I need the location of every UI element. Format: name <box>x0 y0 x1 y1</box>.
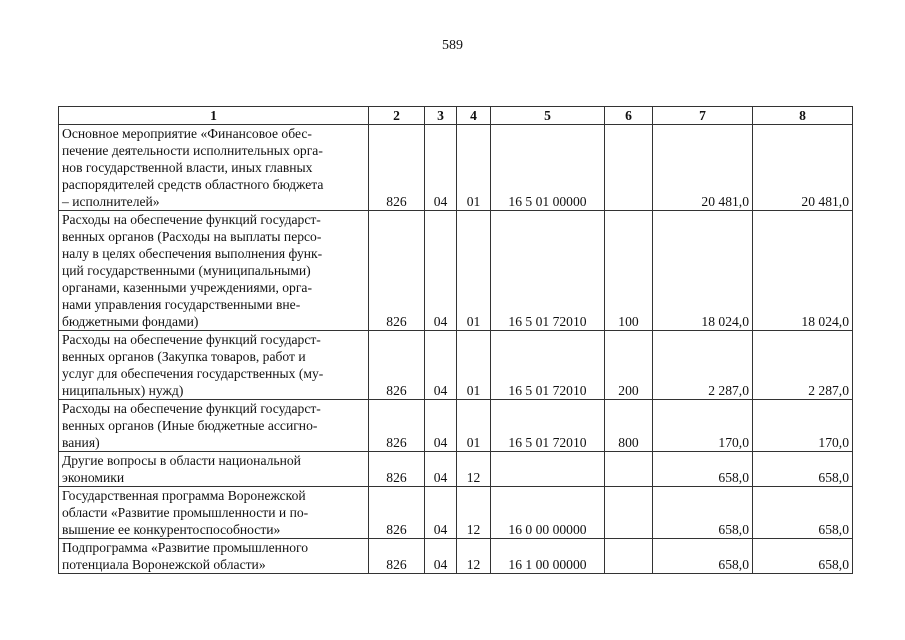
cell-admin-code: 826 <box>369 400 425 452</box>
description-line: венных органов (Иные бюджетные ассигно- <box>62 418 318 433</box>
cell-subsection: 12 <box>457 539 491 574</box>
table-row <box>59 487 853 539</box>
cell-amount-8: 170,0 <box>753 400 853 452</box>
description-line: Основное мероприятие «Финансовое обес- <box>62 126 312 141</box>
cell-expense-type <box>605 452 653 487</box>
cell-section: 04 <box>425 331 457 400</box>
cell-expense-type: 100 <box>605 211 653 331</box>
table-body <box>59 125 853 574</box>
cell-admin-code: 826 <box>369 539 425 574</box>
cell-amount-8: 2 287,0 <box>753 331 853 400</box>
cell-description <box>59 125 369 211</box>
cell-amount-8: 20 481,0 <box>753 125 853 211</box>
cell-description <box>59 487 369 539</box>
cell-target-item: 16 0 00 00000 <box>491 487 605 539</box>
cell-amount-7: 2 287,0 <box>653 331 753 400</box>
description-line: вания) <box>62 435 100 450</box>
description-line: экономики <box>62 470 125 485</box>
cell-section: 04 <box>425 211 457 331</box>
description-line: налу в целях обеспечения выполнения функ- <box>62 246 323 261</box>
budget-table <box>58 106 853 574</box>
cell-section: 04 <box>425 452 457 487</box>
cell-amount-7: 170,0 <box>653 400 753 452</box>
cell-admin-code: 826 <box>369 487 425 539</box>
description-line: органами, казенными учреждениями, орга- <box>62 280 312 295</box>
description-line: области «Развитие промышленности и по- <box>62 505 309 520</box>
header-cell-7: 7 <box>653 107 753 125</box>
cell-section: 04 <box>425 400 457 452</box>
cell-subsection: 01 <box>457 125 491 211</box>
cell-admin-code: 826 <box>369 331 425 400</box>
cell-subsection: 12 <box>457 452 491 487</box>
description-line: венных органов (Расходы на выплаты персо- <box>62 229 322 244</box>
cell-amount-7: 658,0 <box>653 487 753 539</box>
cell-expense-type <box>605 487 653 539</box>
table-row <box>59 452 853 487</box>
description-line: потенциала Воронежской области» <box>62 557 266 572</box>
cell-expense-type <box>605 125 653 211</box>
header-row <box>59 107 853 125</box>
cell-expense-type <box>605 539 653 574</box>
cell-admin-code: 826 <box>369 452 425 487</box>
cell-subsection: 01 <box>457 211 491 331</box>
cell-amount-7: 658,0 <box>653 539 753 574</box>
cell-amount-7: 20 481,0 <box>653 125 753 211</box>
cell-target-item: 16 5 01 00000 <box>491 125 605 211</box>
header-cell-2: 2 <box>369 107 425 125</box>
description-line: вышение ее конкурентоспособности» <box>62 522 281 537</box>
cell-admin-code: 826 <box>369 211 425 331</box>
cell-subsection: 01 <box>457 400 491 452</box>
cell-target-item: 16 5 01 72010 <box>491 331 605 400</box>
cell-amount-8: 18 024,0 <box>753 211 853 331</box>
description-line: Расходы на обеспечение функций государст- <box>62 332 321 347</box>
description-line: Государственная программа Воронежской <box>62 488 306 503</box>
description-line: ций государственными (муниципальными) <box>62 263 311 278</box>
description-line: Расходы на обеспечение функций государст- <box>62 212 321 227</box>
cell-amount-7: 658,0 <box>653 452 753 487</box>
description-line: нами управления государственными вне- <box>62 297 301 312</box>
header-cell-8: 8 <box>753 107 853 125</box>
cell-amount-8: 658,0 <box>753 539 853 574</box>
description-line: Подпрограмма «Развитие промышленного <box>62 540 309 555</box>
header-cell-5: 5 <box>491 107 605 125</box>
cell-section: 04 <box>425 539 457 574</box>
cell-target-item: 16 5 01 72010 <box>491 400 605 452</box>
cell-expense-type: 200 <box>605 331 653 400</box>
cell-target-item: 16 1 00 00000 <box>491 539 605 574</box>
cell-section: 04 <box>425 125 457 211</box>
cell-expense-type: 800 <box>605 400 653 452</box>
table-row <box>59 539 853 574</box>
cell-target-item: 16 5 01 72010 <box>491 211 605 331</box>
cell-admin-code: 826 <box>369 125 425 211</box>
cell-subsection: 01 <box>457 331 491 400</box>
header-cell-4: 4 <box>457 107 491 125</box>
page-number: 589 <box>442 38 463 53</box>
description-line: ниципальных) нужд) <box>62 383 184 398</box>
header-cell-1: 1 <box>59 107 369 125</box>
cell-description <box>59 211 369 331</box>
cell-amount-8: 658,0 <box>753 487 853 539</box>
cell-amount-8: 658,0 <box>753 452 853 487</box>
description-line: печение деятельности исполнительных орга- <box>62 143 323 158</box>
description-line: услуг для обеспечения государственных (му- <box>62 366 324 381</box>
cell-description <box>59 400 369 452</box>
cell-subsection: 12 <box>457 487 491 539</box>
cell-target-item <box>491 452 605 487</box>
header-cell-3: 3 <box>425 107 457 125</box>
description-line: Другие вопросы в области национальной <box>62 453 301 468</box>
table-row <box>59 400 853 452</box>
table-row <box>59 211 853 331</box>
header-cell-6: 6 <box>605 107 653 125</box>
cell-description <box>59 331 369 400</box>
description-line: распорядителей средств областного бюджета <box>62 177 324 192</box>
table-row <box>59 331 853 400</box>
description-line: нов государственной власти, иных главных <box>62 160 313 175</box>
description-line: венных органов (Закупка товаров, работ и <box>62 349 306 364</box>
description-line: бюджетными фондами) <box>62 314 199 329</box>
cell-amount-7: 18 024,0 <box>653 211 753 331</box>
cell-section: 04 <box>425 487 457 539</box>
cell-description <box>59 452 369 487</box>
description-line: – исполнителей» <box>62 194 160 209</box>
description-line: Расходы на обеспечение функций государст- <box>62 401 321 416</box>
cell-description <box>59 539 369 574</box>
table-row <box>59 125 853 211</box>
